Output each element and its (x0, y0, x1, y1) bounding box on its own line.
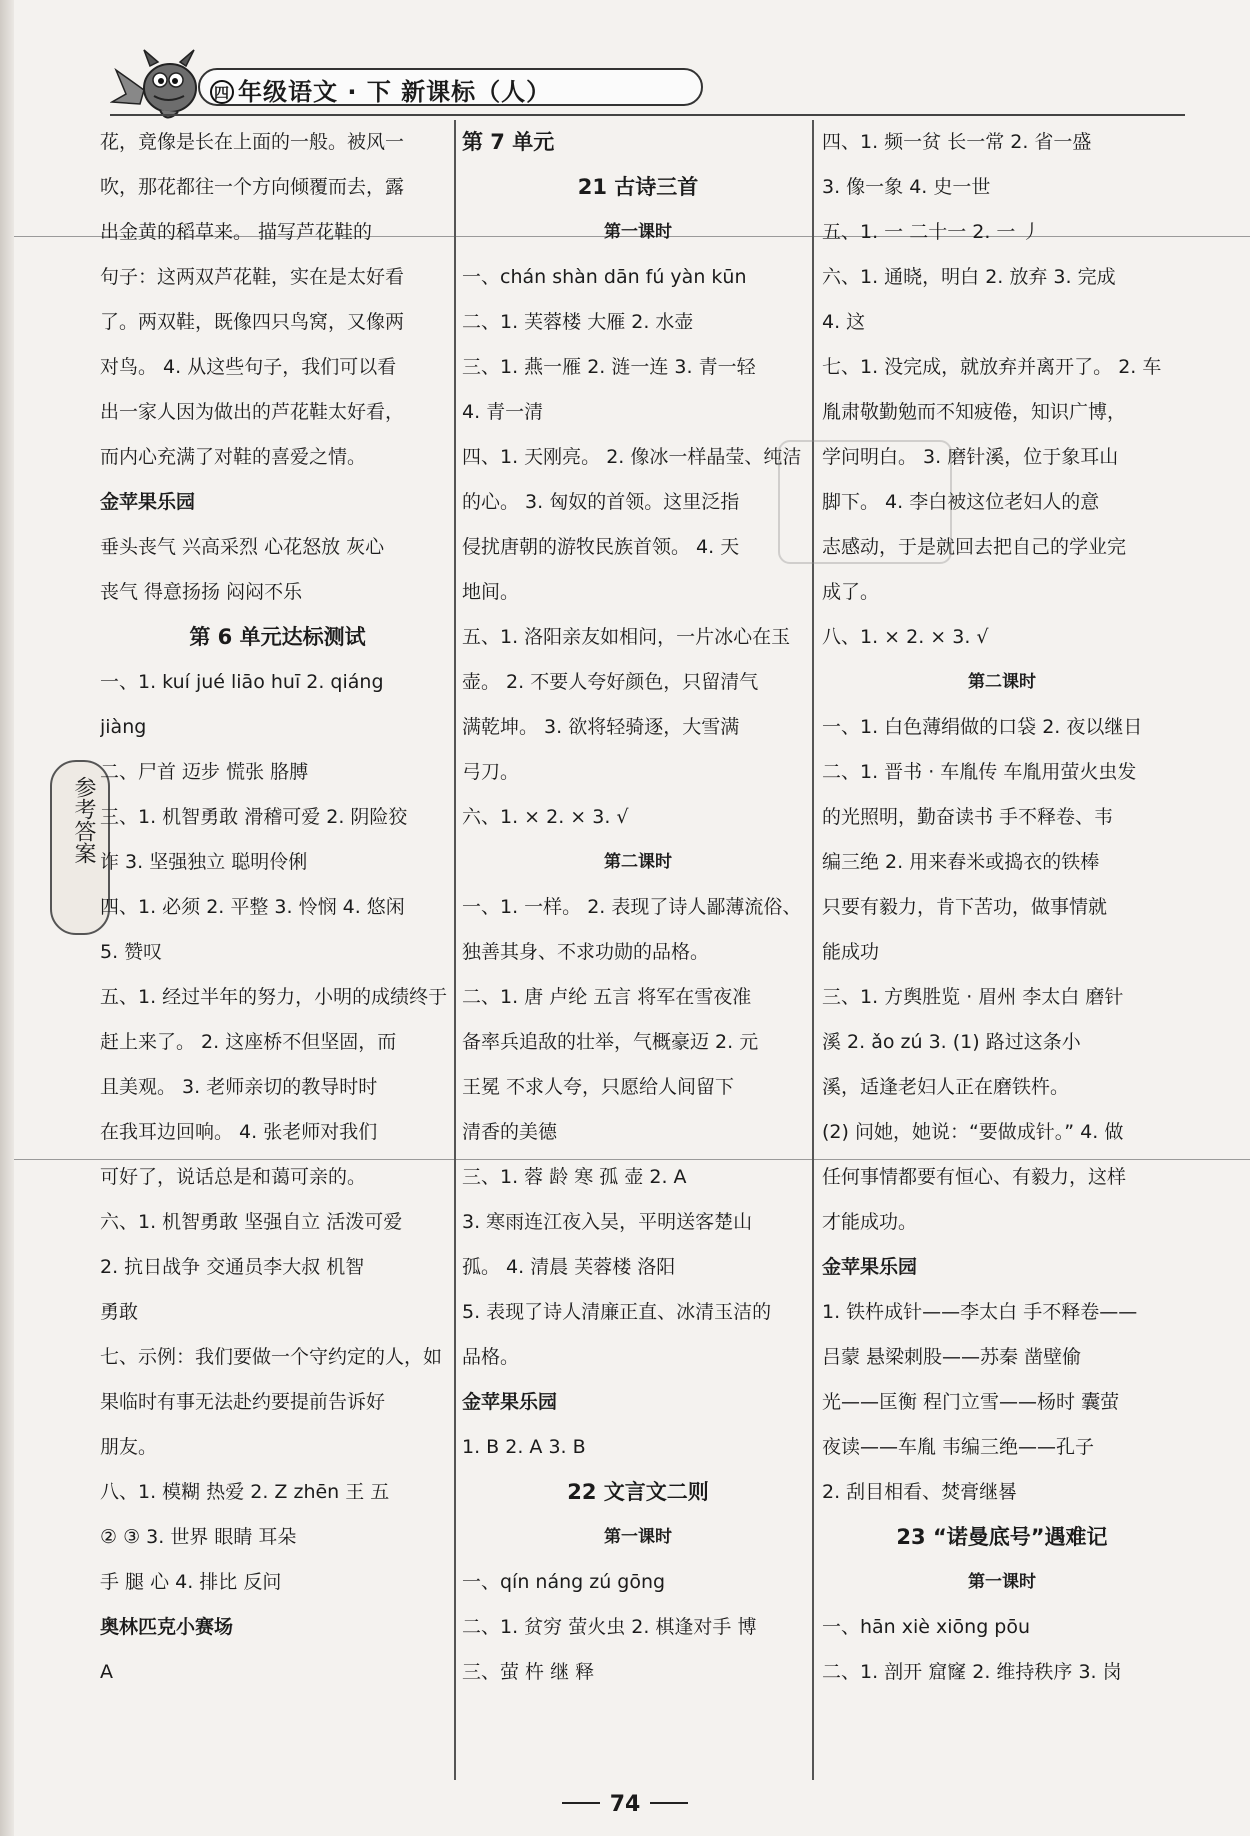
page-header (110, 40, 620, 106)
answer-line: 吹，那花都往一个方向倾覆而去，露 (100, 176, 405, 198)
answer-line: 品格。 (462, 1346, 520, 1368)
answer-line: 三、萤 杵 继 释 (462, 1661, 595, 1683)
answer-line: 三、1. 机智勇敢 滑稽可爱 2. 阴险狡 (100, 806, 408, 828)
answer-line: 五、1. 一 二十一 2. 一 丿 (822, 221, 1041, 243)
section-heading: 23 “诺曼底号”遇难记 (896, 1525, 1108, 1549)
answer-line: 只要有毅力，肯下苦功，做事情就 (822, 896, 1108, 918)
answer-line: 胤肃敬勤勉而不知疲倦，知识广博， (822, 401, 1127, 423)
answer-line: 地间。 (462, 581, 520, 603)
header-title (210, 72, 551, 107)
answer-line: 诈 3. 坚强独立 聪明伶俐 (100, 851, 308, 873)
answer-line: 脚下。 4. 李白被这位老妇人的意 (822, 491, 1100, 513)
answer-line: 编三绝 2. 用来舂米或捣衣的铁棒 (822, 851, 1100, 873)
lesson-heading: 第一课时 (604, 222, 672, 242)
answer-line: 垂头丧气 兴高采烈 心花怒放 灰心 (100, 536, 385, 558)
answer-line: 果临时有事无法赴约要提前告诉好 (100, 1391, 386, 1413)
answer-line: 二、1. 贫穷 萤火虫 2. 棋逢对手 博 (462, 1616, 757, 1638)
section-heading: 第 7 单元 (462, 130, 555, 154)
answer-line: 一、1. kuí jué liāo huī 2. qiáng (100, 671, 384, 693)
answer-line: 5. 赞叹 (100, 941, 163, 963)
answer-line: 志感动，于是就回去把自己的学业完 (822, 536, 1127, 558)
answer-line: 成了。 (822, 581, 880, 603)
answer-line: A (100, 1661, 113, 1683)
subsection-heading: 金苹果乐园 (822, 1256, 918, 1278)
answer-line: 弓刀。 (462, 761, 520, 783)
answer-line: 5. 表现了诗人清廉正直、冰清玉洁的 (462, 1301, 772, 1323)
answer-line: 一、1. 白色薄绢做的口袋 2. 夜以继日 (822, 716, 1143, 738)
answer-line: 句子：这两双芦花鞋，实在是太好看 (100, 266, 405, 288)
answer-line: 五、1. 经过半年的努力，小明的成绩终于 (100, 986, 448, 1008)
answer-line: 赶上来了。 2. 这座桥不但坚固，而 (100, 1031, 397, 1053)
section-heading: 22 文言文二则 (567, 1480, 709, 1504)
answer-line: 而内心充满了对鞋的喜爱之情。 (100, 446, 367, 468)
answer-line: 侵扰唐朝的游牧民族首领。 4. 天 (462, 536, 740, 558)
answer-line: 吕蒙 悬梁刺股——苏秦 凿壁偷 (822, 1346, 1082, 1368)
answer-line: 二、1. 唐 卢纶 五言 将军在雪夜准 (462, 986, 752, 1008)
answer-line: 2. 抗日战争 交通员李大叔 机智 (100, 1256, 365, 1278)
lesson-heading: 第一课时 (604, 1527, 672, 1547)
answer-line: 了。两双鞋，既像四只鸟窝，又像两 (100, 311, 405, 333)
answer-line: 壶。 2. 不要人夸好颜色，只留清气 (462, 671, 759, 693)
answer-line: 的心。 3. 匈奴的首领。这里泛指 (462, 491, 740, 513)
answer-line: 学问明白。 3. 磨针溪，位于象耳山 (822, 446, 1119, 468)
answer-line: 二、1. 晋书 · 车胤传 车胤用萤火虫发 (822, 761, 1137, 783)
page-edge (0, 0, 14, 1836)
answer-line: 2. 刮目相看、焚膏继晷 (822, 1481, 1018, 1503)
answer-line: 四、1. 频一贫 长一常 2. 省一盛 (822, 131, 1092, 153)
answer-line: 4. 青一清 (462, 401, 544, 423)
answer-line: 三、1. 蓉 龄 寒 孤 壶 2. A (462, 1166, 687, 1188)
answer-column-2 (462, 120, 814, 1695)
answer-line: 王冕 不求人夸，只愿给人间留下 (462, 1076, 735, 1098)
answer-line: 七、1. 没完成，就放弃并离开了。 2. 车 (822, 356, 1162, 378)
answer-line: 花，竟像是长在上面的一般。被风一 (100, 131, 405, 153)
lesson-heading: 第一课时 (968, 1572, 1036, 1592)
answer-column-1 (100, 120, 455, 1695)
answer-line: 清香的美德 (462, 1121, 558, 1143)
answer-line: 六、1. 机智勇敢 坚强自立 活泼可爱 (100, 1211, 403, 1233)
answer-line: 光——匡衡 程门立雪——杨时 囊萤 (822, 1391, 1120, 1413)
answer-line: 二、1. 芙蓉楼 大雁 2. 水壶 (462, 311, 694, 333)
answer-line: 勇敢 (100, 1301, 139, 1323)
answer-line: 出金黄的稻草来。 描写芦花鞋的 (100, 221, 373, 243)
answer-line: 八、1. 模糊 热爱 2. Z zhēn 王 五 (100, 1481, 390, 1503)
watermark-stamp (778, 440, 952, 564)
answer-line: 朋友。 (100, 1436, 158, 1458)
answer-line: 出一家人因为做出的芦花鞋太好看， (100, 401, 405, 423)
answer-line: 四、1. 天刚亮。 2. 像冰一样晶莹、纯洁 (462, 446, 802, 468)
answer-line: 八、1. × 2. × 3. √ (822, 626, 989, 648)
answer-line: 丧气 得意扬扬 闷闷不乐 (100, 581, 303, 603)
subsection-heading: 金苹果乐园 (100, 491, 196, 513)
answer-line: 4. 这 (822, 311, 866, 333)
page-number-text: 74 (609, 1792, 641, 1817)
grade-mark: 四 (210, 80, 234, 104)
answer-column-3 (822, 120, 1182, 1695)
page-number (0, 1792, 1250, 1817)
answer-line: jiàng (100, 716, 147, 738)
answer-line: 1. 铁杵成针——李太白 手不释卷—— (822, 1301, 1138, 1323)
answer-line: 三、1. 燕一雁 2. 涟一连 3. 青一轻 (462, 356, 756, 378)
side-tab-label: 参考答案 (71, 776, 96, 864)
answer-line: 夜读——车胤 韦编三绝——孔子 (822, 1436, 1095, 1458)
answer-line: 可好了，说话总是和蔼可亲的。 (100, 1166, 367, 1188)
answer-line: 一、hān xiè xiōng pōu (822, 1616, 1031, 1638)
answer-line: 能成功 (822, 941, 880, 963)
answer-line: 满乾坤。 3. 欲将轻骑逐，大雪满 (462, 716, 740, 738)
answer-line: 一、1. 一样。 2. 表现了诗人鄙薄流俗、 (462, 896, 802, 918)
header-title-text: 年级语文 · 下 新课标（人） (238, 78, 552, 106)
answer-line: 3. 寒雨连江夜入吴，平明送客楚山 (462, 1211, 753, 1233)
answer-line: 溪，适逢老妇人正在磨铁杵。 (822, 1076, 1070, 1098)
answer-line: 四、1. 必须 2. 平整 3. 怜悯 4. 悠闲 (100, 896, 405, 918)
answer-line: 的光照明，勤奋读书 手不释卷、韦 (822, 806, 1114, 828)
answer-line: 1. B 2. A 3. B (462, 1436, 586, 1458)
answer-line: 孤。 4. 清晨 芙蓉楼 洛阳 (462, 1256, 676, 1278)
answer-line: 五、1. 洛阳亲友如相问，一片冰心在玉 (462, 626, 791, 648)
answer-line: 手 腿 心 4. 排比 反问 (100, 1571, 282, 1593)
answer-line: 二、尸首 迈步 慌张 胳膊 (100, 761, 309, 783)
answer-line: 六、1. × 2. × 3. √ (462, 806, 629, 828)
subsection-heading: 奥林匹克小赛场 (100, 1616, 234, 1638)
answer-line: 溪 2. ǎo zú 3. (1) 路过这条小 (822, 1031, 1081, 1053)
answer-line: 一、chán shàn dān fú yàn kūn (462, 266, 747, 288)
answer-line: 三、1. 方舆胜览 · 眉州 李太白 磨针 (822, 986, 1124, 1008)
answer-line: (2) 问她，她说：“要做成针。” 4. 做 (822, 1121, 1124, 1143)
answer-line: 在我耳边回响。 4. 张老师对我们 (100, 1121, 378, 1143)
answer-line: 二、1. 剖开 窟窿 2. 维持秩序 3. 岗 (822, 1661, 1122, 1683)
answer-line: 一、qín náng zú gōng (462, 1571, 666, 1593)
answer-line: 六、1. 通晓，明白 2. 放弃 3. 完成 (822, 266, 1116, 288)
lesson-heading: 第二课时 (968, 672, 1036, 692)
answer-line: ② ③ 3. 世界 眼睛 耳朵 (100, 1526, 297, 1548)
answer-line: 备率兵追敌的壮举，气概豪迈 2. 元 (462, 1031, 759, 1053)
answer-line: 3. 像一象 4. 史一世 (822, 176, 991, 198)
answer-line: 独善其身、不求功勋的品格。 (462, 941, 710, 963)
answer-line: 才能成功。 (822, 1211, 918, 1233)
answer-line: 对鸟。 4. 从这些句子，我们可以看 (100, 356, 397, 378)
answer-line: 且美观。 3. 老师亲切的教导时时 (100, 1076, 378, 1098)
answer-line: 七、示例：我们要做一个守约定的人，如 (100, 1346, 443, 1368)
section-heading: 第 6 单元达标测试 (189, 625, 366, 649)
header-rule (110, 114, 1185, 116)
subsection-heading: 金苹果乐园 (462, 1391, 558, 1413)
answer-line: 任何事情都要有恒心、有毅力，这样 (822, 1166, 1127, 1188)
section-heading: 21 古诗三首 (577, 175, 699, 199)
lesson-heading: 第二课时 (604, 852, 672, 872)
